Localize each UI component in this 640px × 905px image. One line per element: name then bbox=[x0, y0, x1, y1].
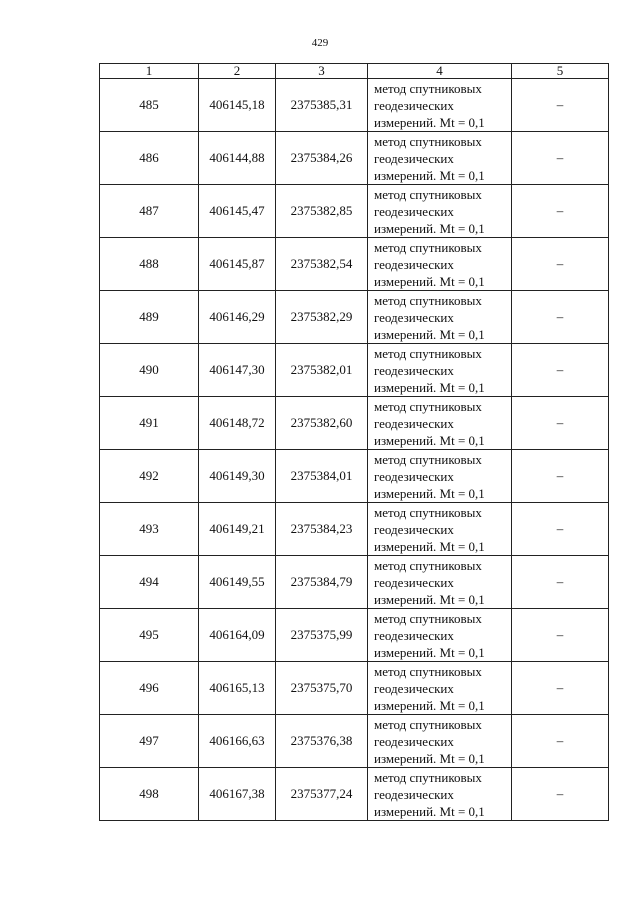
y-coordinate-cell: 2375382,54 bbox=[276, 238, 368, 291]
point-number-cell: 485 bbox=[100, 79, 199, 132]
point-number-cell: 495 bbox=[100, 609, 199, 662]
method-line: измерений. Mt = 0,1 bbox=[374, 114, 485, 130]
table-row bbox=[100, 397, 609, 450]
method-cell bbox=[368, 662, 512, 715]
point-number-cell: 498 bbox=[100, 768, 199, 821]
x-coordinate-cell: 406149,21 bbox=[199, 503, 276, 556]
method-cell bbox=[368, 556, 512, 609]
method-line: геодезических bbox=[374, 733, 454, 749]
method-line: измерений. Mt = 0,1 bbox=[374, 379, 485, 395]
method-line: измерений. Mt = 0,1 bbox=[374, 644, 485, 660]
note-cell: – bbox=[512, 132, 609, 185]
method-cell bbox=[368, 79, 512, 132]
column-header-2: 2 bbox=[199, 64, 276, 79]
method-line: метод спутниковых bbox=[374, 80, 482, 96]
method-cell bbox=[368, 450, 512, 503]
method-line: геодезических bbox=[374, 468, 454, 484]
column-header-1: 1 bbox=[100, 64, 199, 79]
method-line: измерений. Mt = 0,1 bbox=[374, 167, 485, 183]
method-line: метод спутниковых bbox=[374, 504, 482, 520]
coordinates-table bbox=[99, 63, 609, 821]
method-line: метод спутниковых bbox=[374, 716, 482, 732]
method-line: измерений. Mt = 0,1 bbox=[374, 273, 485, 289]
note-cell: – bbox=[512, 715, 609, 768]
method-line: метод спутниковых bbox=[374, 451, 482, 467]
table-row bbox=[100, 238, 609, 291]
x-coordinate-cell: 406146,29 bbox=[199, 291, 276, 344]
note-cell: – bbox=[512, 185, 609, 238]
point-number-cell: 496 bbox=[100, 662, 199, 715]
method-line: метод спутниковых bbox=[374, 610, 482, 626]
method-line: метод спутниковых bbox=[374, 557, 482, 573]
y-coordinate-cell: 2375377,24 bbox=[276, 768, 368, 821]
table-row bbox=[100, 503, 609, 556]
method-line: измерений. Mt = 0,1 bbox=[374, 697, 485, 713]
method-line: измерений. Mt = 0,1 bbox=[374, 220, 485, 236]
point-number-cell: 491 bbox=[100, 397, 199, 450]
x-coordinate-cell: 406149,55 bbox=[199, 556, 276, 609]
x-coordinate-cell: 406145,18 bbox=[199, 79, 276, 132]
note-cell: – bbox=[512, 291, 609, 344]
method-line: метод спутниковых bbox=[374, 398, 482, 414]
y-coordinate-cell: 2375375,99 bbox=[276, 609, 368, 662]
y-coordinate-cell: 2375384,01 bbox=[276, 450, 368, 503]
point-number-cell: 493 bbox=[100, 503, 199, 556]
method-line: геодезических bbox=[374, 256, 454, 272]
note-cell: – bbox=[512, 344, 609, 397]
table-row bbox=[100, 291, 609, 344]
note-cell: – bbox=[512, 662, 609, 715]
method-line: метод спутниковых bbox=[374, 345, 482, 361]
method-line: измерений. Mt = 0,1 bbox=[374, 750, 485, 766]
method-line: измерений. Mt = 0,1 bbox=[374, 485, 485, 501]
x-coordinate-cell: 406149,30 bbox=[199, 450, 276, 503]
x-coordinate-cell: 406145,47 bbox=[199, 185, 276, 238]
point-number-cell: 497 bbox=[100, 715, 199, 768]
method-line: геодезических bbox=[374, 574, 454, 590]
y-coordinate-cell: 2375382,29 bbox=[276, 291, 368, 344]
point-number-cell: 492 bbox=[100, 450, 199, 503]
method-cell bbox=[368, 344, 512, 397]
method-line: измерений. Mt = 0,1 bbox=[374, 432, 485, 448]
point-number-cell: 488 bbox=[100, 238, 199, 291]
method-line: геодезических bbox=[374, 627, 454, 643]
note-cell: – bbox=[512, 609, 609, 662]
y-coordinate-cell: 2375384,26 bbox=[276, 132, 368, 185]
method-line: метод спутниковых bbox=[374, 133, 482, 149]
method-line: измерений. Mt = 0,1 bbox=[374, 591, 485, 607]
y-coordinate-cell: 2375382,85 bbox=[276, 185, 368, 238]
note-cell: – bbox=[512, 450, 609, 503]
table-row bbox=[100, 79, 609, 132]
note-cell: – bbox=[512, 79, 609, 132]
method-cell bbox=[368, 715, 512, 768]
x-coordinate-cell: 406147,30 bbox=[199, 344, 276, 397]
table-row bbox=[100, 344, 609, 397]
method-line: измерений. Mt = 0,1 bbox=[374, 538, 485, 554]
table-body bbox=[100, 79, 609, 821]
method-cell bbox=[368, 397, 512, 450]
method-cell bbox=[368, 238, 512, 291]
point-number-cell: 494 bbox=[100, 556, 199, 609]
column-header-3: 3 bbox=[276, 64, 368, 79]
method-line: геодезических bbox=[374, 150, 454, 166]
method-line: измерений. Mt = 0,1 bbox=[374, 326, 485, 342]
method-line: геодезических bbox=[374, 521, 454, 537]
note-cell: – bbox=[512, 503, 609, 556]
note-cell: – bbox=[512, 397, 609, 450]
table-row bbox=[100, 185, 609, 238]
x-coordinate-cell: 406167,38 bbox=[199, 768, 276, 821]
column-header-5: 5 bbox=[512, 64, 609, 79]
method-line: измерений. Mt = 0,1 bbox=[374, 803, 485, 819]
method-cell bbox=[368, 768, 512, 821]
y-coordinate-cell: 2375375,70 bbox=[276, 662, 368, 715]
point-number-cell: 486 bbox=[100, 132, 199, 185]
method-line: геодезических bbox=[374, 97, 454, 113]
table-row bbox=[100, 450, 609, 503]
y-coordinate-cell: 2375384,79 bbox=[276, 556, 368, 609]
method-line: геодезических bbox=[374, 786, 454, 802]
method-line: геодезических bbox=[374, 680, 454, 696]
x-coordinate-cell: 406166,63 bbox=[199, 715, 276, 768]
table-row bbox=[100, 662, 609, 715]
note-cell: – bbox=[512, 768, 609, 821]
method-line: геодезических bbox=[374, 415, 454, 431]
method-cell bbox=[368, 132, 512, 185]
x-coordinate-cell: 406165,13 bbox=[199, 662, 276, 715]
method-line: геодезических bbox=[374, 309, 454, 325]
y-coordinate-cell: 2375384,23 bbox=[276, 503, 368, 556]
point-number-cell: 490 bbox=[100, 344, 199, 397]
table-row bbox=[100, 715, 609, 768]
table-row bbox=[100, 609, 609, 662]
table-row bbox=[100, 132, 609, 185]
point-number-cell: 489 bbox=[100, 291, 199, 344]
method-line: метод спутниковых bbox=[374, 769, 482, 785]
column-header-4: 4 bbox=[368, 64, 512, 79]
table-header bbox=[100, 64, 609, 79]
note-cell: – bbox=[512, 238, 609, 291]
method-line: метод спутниковых bbox=[374, 292, 482, 308]
table-row bbox=[100, 556, 609, 609]
method-cell bbox=[368, 185, 512, 238]
header-row bbox=[100, 64, 609, 79]
y-coordinate-cell: 2375382,60 bbox=[276, 397, 368, 450]
method-line: геодезических bbox=[374, 362, 454, 378]
method-line: геодезических bbox=[374, 203, 454, 219]
method-line: метод спутниковых bbox=[374, 663, 482, 679]
y-coordinate-cell: 2375376,38 bbox=[276, 715, 368, 768]
method-line: метод спутниковых bbox=[374, 239, 482, 255]
note-cell: – bbox=[512, 556, 609, 609]
point-number-cell: 487 bbox=[100, 185, 199, 238]
method-cell bbox=[368, 609, 512, 662]
method-cell bbox=[368, 503, 512, 556]
x-coordinate-cell: 406145,87 bbox=[199, 238, 276, 291]
x-coordinate-cell: 406164,09 bbox=[199, 609, 276, 662]
method-line: метод спутниковых bbox=[374, 186, 482, 202]
x-coordinate-cell: 406148,72 bbox=[199, 397, 276, 450]
method-cell bbox=[368, 291, 512, 344]
x-coordinate-cell: 406144,88 bbox=[199, 132, 276, 185]
table-row bbox=[100, 768, 609, 821]
y-coordinate-cell: 2375382,01 bbox=[276, 344, 368, 397]
page-number: 429 bbox=[311, 37, 329, 49]
y-coordinate-cell: 2375385,31 bbox=[276, 79, 368, 132]
